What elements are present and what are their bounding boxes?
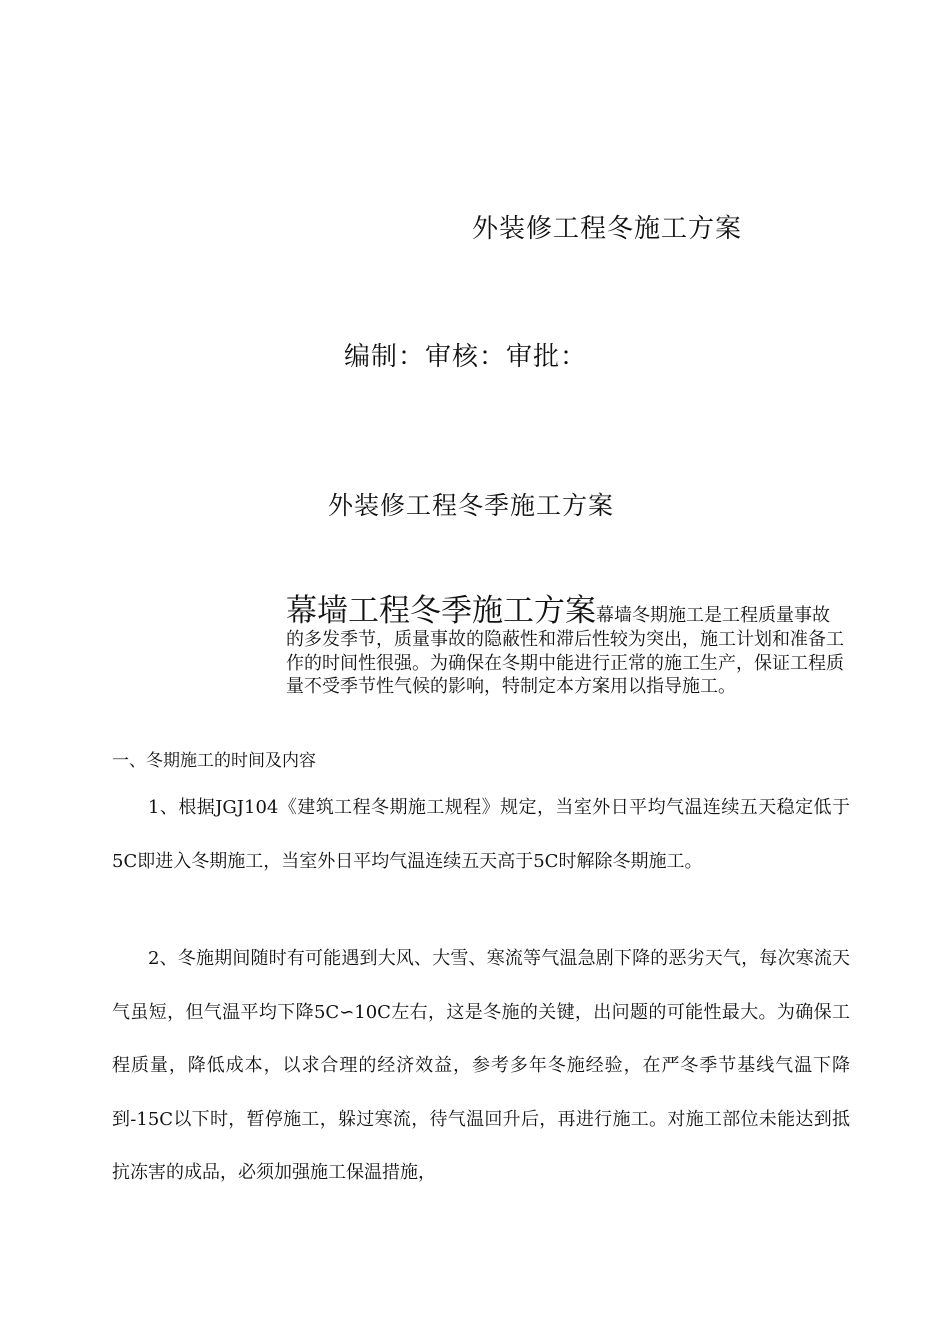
- intro-text: 幕墙冬期施工是工程质量事故的多发季节，质量事故的隐蔽性和滞后性较为突出，施工计划和准备工作的时间性很强。为确保在冬期中能进行正常的施工生产，保证工程质量不受季节性气候的影响，特制定本方案用以指导施工。: [286, 605, 844, 697]
- sign-off-line: 编制：审核：审批：: [344, 342, 588, 372]
- main-title: 外装修工程冬季施工方案: [328, 491, 615, 520]
- paragraph-1: 1、根据JGJ104《建筑工程冬期施工规程》规定，当室外日平均气温连续五天稳定低于5C即进入冬期施工，当室外日平均气温连续五天高于5C时解除冬期施工。: [112, 797, 850, 872]
- intro-heading: 幕墙工程冬季施工方案: [286, 593, 596, 629]
- intro-block: [286, 594, 846, 699]
- paragraph-2: 2、冬施期间随时有可能遇到大风、大雪、寒流等气温急剧下降的恶劣天气，每次寒流天气虽短，但气温平均下降5C∽10C左右，这是冬施的关键，出问题的可能性最大。为确保工程质量，降低成本，以求合理的经济效益，参考多年冬施经验，在严冬季节基线气温下降到-15C以下时，暂停施工，躲过寒流，待气温回升后，再进行施工。对施工部位未能达到抵抗冻害的成品，必须加强施工保温措施，: [112, 948, 850, 1183]
- section-heading: 一、冬期施工的时间及内容: [112, 751, 316, 771]
- cover-title: 外装修工程冬施工方案: [472, 214, 743, 244]
